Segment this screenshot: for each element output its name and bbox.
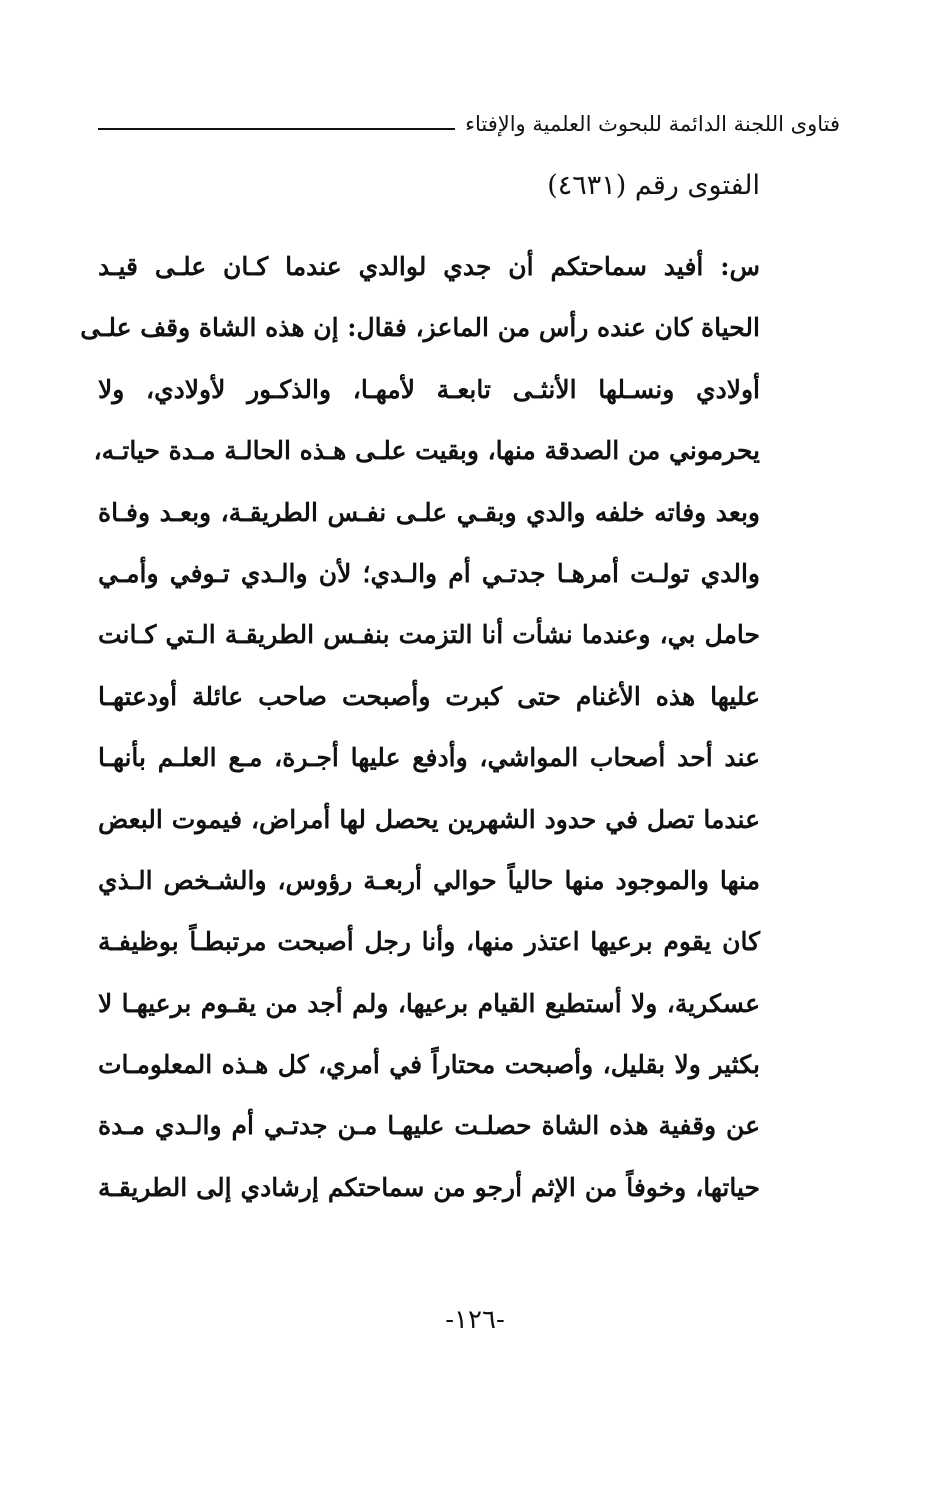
text-line: حامل بي، وعندما نشأت أنا التزمت بنفـس الطريقـة الـتي كـانت (98, 620, 760, 650)
question-text (80, 236, 760, 1218)
text-line: أولادي ونسـلها الأنثـى تابعـة لأمهـا، والذكـور لأولادي، ولا (98, 374, 760, 404)
text-line: يحرموني من الصدقة منها، وبقيت علـى هـذه الحالـة مـدة حياتـه، (93, 436, 760, 466)
header-rule (98, 128, 455, 130)
text-line: منها والموجود منها حالياً حوالي أربعـة رؤوس، والشـخص الـذي (98, 865, 760, 895)
text-line: والدي تولـت أمرهـا جدتـي أم والـدي؛ لأن والـدي تـوفي وأمـي (98, 558, 760, 588)
text-line: عن وقفية هذه الشاة حصلـت عليهـا مـن جدتـي أم والـدي مـدة (98, 1111, 760, 1141)
text-line: عندما تصل في حدود الشهرين يحصل لها أمراض، فيموت البعض (98, 804, 760, 834)
text-line: بكثير ولا بقليل، وأصبحت محتاراً في أمري، كل هـذه المعلومـات (98, 1050, 760, 1080)
text-line: عسكرية، ولا أستطيع القيام برعيها، ولم أجد من يقـوم برعيهـا لا (98, 988, 760, 1018)
text-line: س: أفيد سماحتكم أن جدي لوالدي عندما كـان علـى قيـد (98, 252, 760, 281)
running-header (98, 104, 840, 144)
text-line: كان يقوم برعيها اعتذر منها، وأنا رجل أصبحت مرتبطـاً بوظيفـة (98, 927, 760, 957)
text-line: عند أحد أصحاب المواشي، وأدفع عليها أجـرة، مـع العلـم بأنهـا (98, 743, 760, 773)
page-number: -١٢٦- (445, 1305, 505, 1335)
text-line: الحياة كان عنده رأس من الماعز، فقال: إن هذه الشاة وقف علـى (80, 313, 760, 343)
fatwa-number-title: الفتوى رقم (٤٦٣١) (547, 170, 760, 201)
text-line: حياتها، وخوفاً من الإثم أرجو من سماحتكم إرشادي إلى الطريقـة (98, 1172, 760, 1202)
text-line: عليها هذه الأغنام حتى كبرت وأصبحت صاحب عائلة أودعتهـا (98, 681, 760, 711)
text-line: وبعد وفاته خلفه والدي وبقـي علـى نفـس الطريقـة، وبعـد وفـاة (98, 497, 760, 527)
header-title: فتاوى اللجنة الدائمة للبحوث العلمية والإفتاء (465, 112, 840, 136)
